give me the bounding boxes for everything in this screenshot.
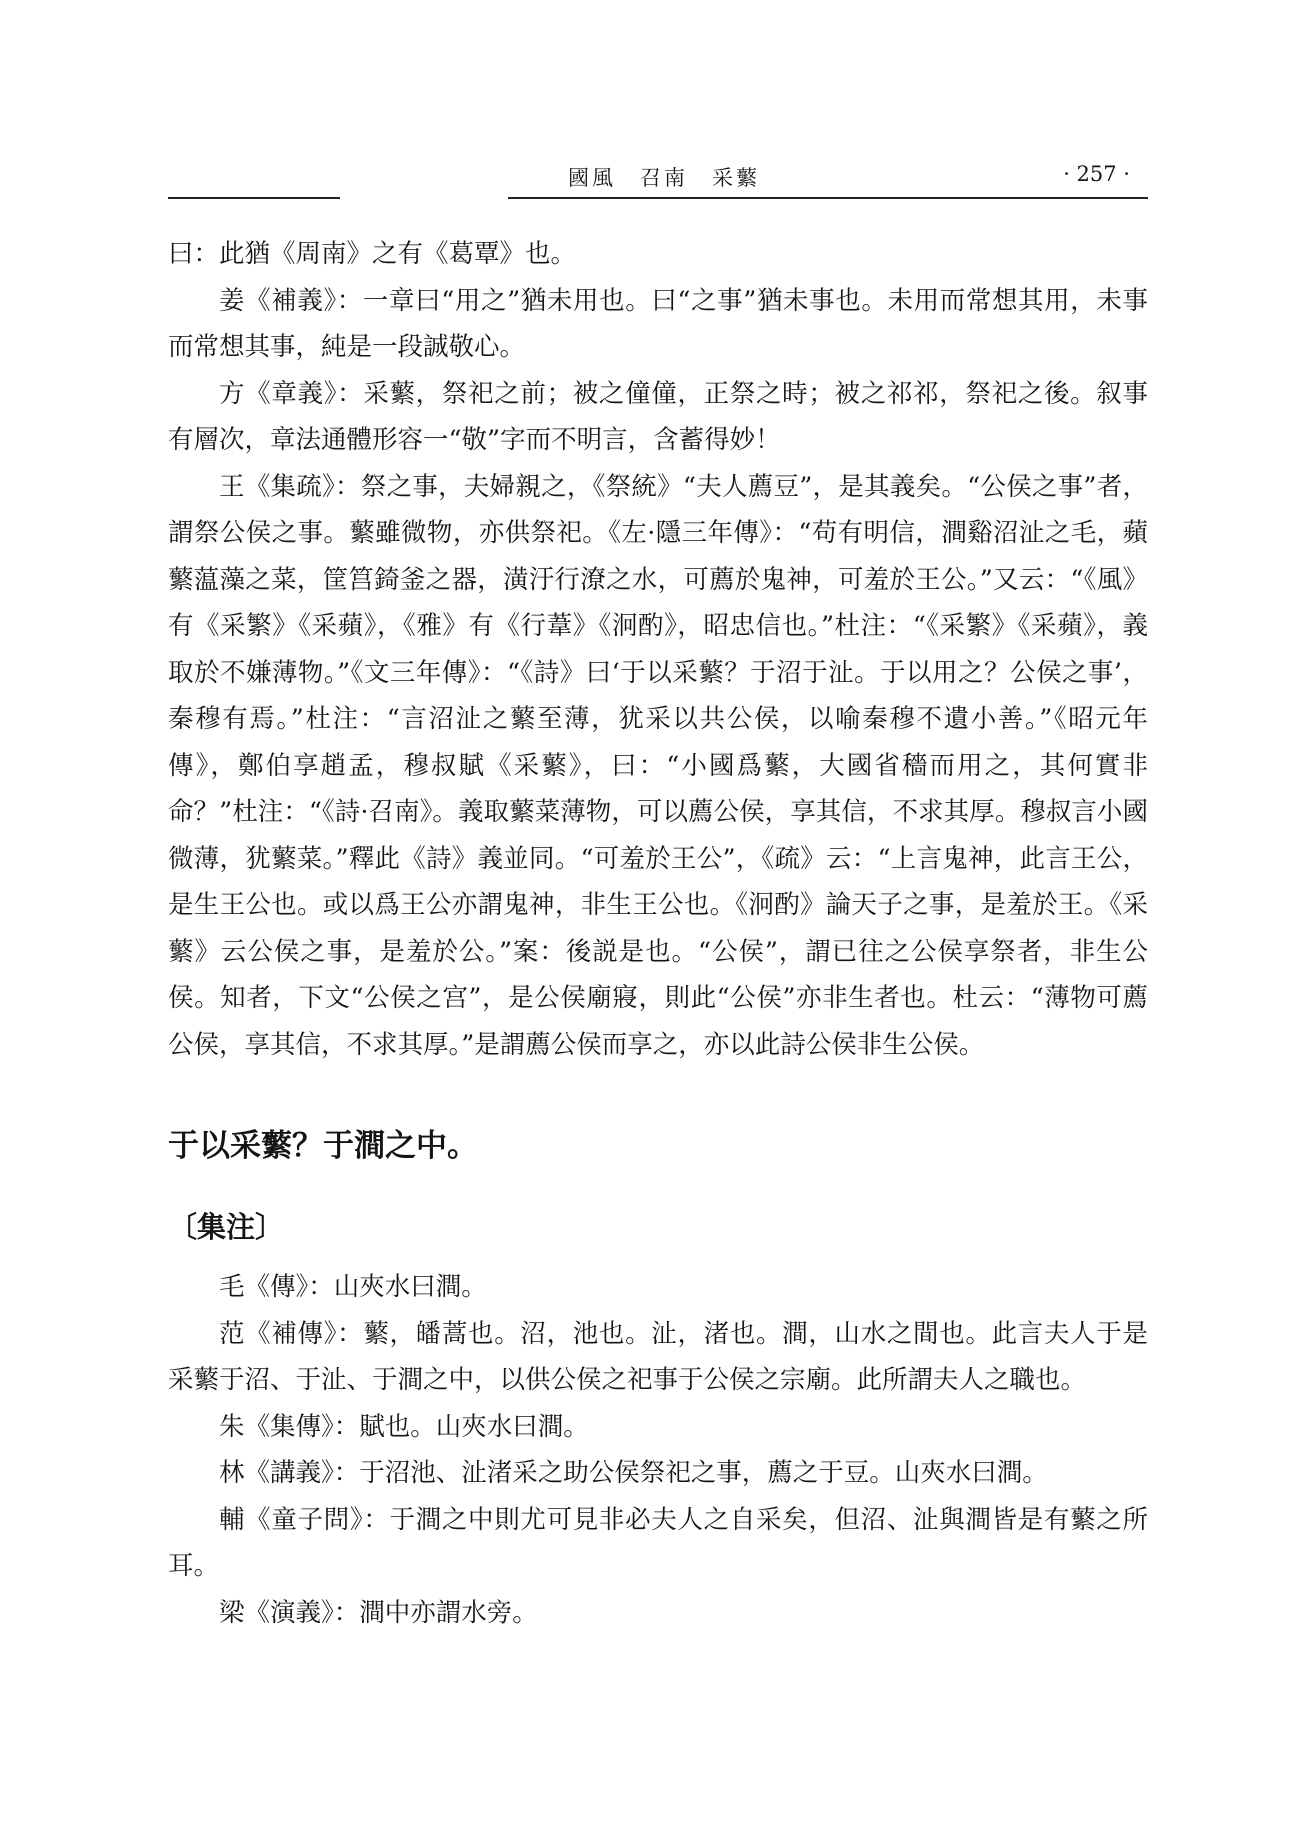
paragraph: 姜《補義》：一章曰“用之”猶未用也。曰“之事”猶未事也。未用而常想其用，未事而常想其事，純是一段誠敬心。: [168, 285, 1148, 362]
header-rule-right: [508, 197, 1148, 199]
paragraph: 王《集疏》：祭之事，夫婦親之，《祭統》“夫人薦豆”，是其義矣。“公侯之事”者，謂祭公侯之事。蘩雖微物，亦供祭祀。《左·隱三年傳》：“苟有明信，澗谿沼沚之毛，蘋蘩蕰藻之菜，筐筥錡釜之器，潢汙行潦之水，可薦於鬼神，可羞於王公。”又云：“《風》有《采繁》《采蘋》，《雅》有《行葦》《泂酌》，昭忠信也。”杜注：“《采繁》《采蘋》，義取於不嫌薄物。”《文三年傳》：“《詩》曰‘于以采蘩？于沼于沚。于以用之？公侯之事’，秦穆有焉。”杜注：“言沼沚之蘩至薄，犹采以共公侯，以喻秦穆不遺小善。”《昭元年傳》，鄭伯享趙孟，穆叔賦《采蘩》，曰：“小國爲蘩，大國省穡而用之，其何實非命？”杜注：“《詩·召南》。義取蘩菜薄物，可以薦公侯，享其信，不求其厚。穆叔言小國微薄，犹蘩菜。”釋此《詩》義並同。“可羞於王公”，《疏》云：“上言鬼神，此言王公，是生王公也。或以爲王公亦謂鬼神，非生王公也。《泂酌》論天子之事，是羞於王。《采蘩》云公侯之事，是羞於公。”案：後説是也。“公侯”，謂已往之公侯享祭者，非生公侯。知者，下文“公侯之宫”，是公侯廟寢，則此“公侯”亦非生者也。杜云：“薄物可薦公侯，享其信，不求其厚。”是謂薦公侯而享之，亦以此詩公侯非生公侯。: [168, 471, 1148, 1060]
paragraph: 范《補傳》：蘩，皤蒿也。沼，池也。沚，渚也。澗，山水之間也。此言夫人于是采蘩于沼、于沚、于澗之中，以供公侯之祀事于公侯之宗廟。此所謂夫人之職也。: [168, 1318, 1148, 1395]
page-number: · 257 ·: [1063, 162, 1130, 186]
paragraph: 輔《童子問》：于澗之中則尤可見非必夫人之自采矣，但沼、沚與澗皆是有蘩之所耳。: [168, 1504, 1148, 1581]
paragraph: 林《講義》：于沼池、沚渚采之助公侯祭祀之事，薦之于豆。山夾水曰澗。: [219, 1458, 1048, 1488]
verse-heading: 于以采蘩？于澗之中。: [168, 1128, 478, 1164]
paragraph: 曰：此猶《周南》之有《葛覃》也。: [168, 239, 577, 269]
paragraph: 朱《集傳》：賦也。山夾水曰澗。: [219, 1411, 589, 1442]
paragraph: 毛《傳》：山夾水曰澗。: [219, 1272, 487, 1302]
running-header: [168, 160, 1148, 194]
paragraph: 方《章義》：采蘩，祭祀之前；被之僮僮，正祭之時；被之祁祁，祭祀之後。叙事有層次，章法通體形容一“敬”字而不明言，含蓄得妙！: [168, 378, 1148, 455]
page-body: [168, 231, 1148, 1636]
header-rule-left: [168, 197, 340, 199]
header-title: 國風 召南 采蘩: [568, 166, 760, 190]
section-label: 〔集注〕: [168, 1210, 285, 1244]
paragraph: 梁《演義》：澗中亦謂水旁。: [219, 1597, 538, 1628]
